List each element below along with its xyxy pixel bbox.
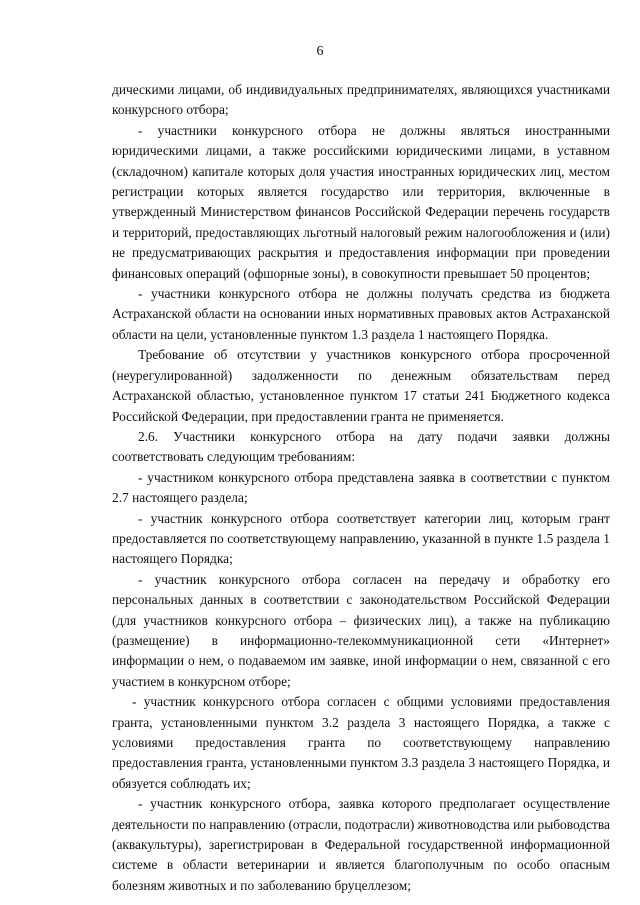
paragraph-personal-data: - участник конкурсного отбора согласен на передачу и обработку его персональных данных в соответствии с законодательством Российской Федерации (для участников конкурсного отбора – физических лиц), а также на публикацию (размещение) в информационно-телекоммуникационной сети «Интернет» информации о нем, о подаваемом им заявке, иной информации о нем, связанной с его участием в конкурсном отборе; — [112, 571, 610, 689]
paragraph-debt-requirement: Требование об отсутствии у участников конкурсного отбора просроченной (неурегулированной) задолженности по денежным обязательствам перед Астраханской областью, установленное пунктом 17 статьи 241 Бюджетного кодекса Российской Федерации, при предоставлении гранта не применяется. — [112, 347, 610, 424]
paragraph-general-conditions: - участник конкурсного отбора согласен с общими условиями предоставления гранта, установленными пунктом 3.2 раздела 3 настоящего Порядка, а также с условиями предоставления гранта по соответствующему направлению предоставления гранта, установленными пунктом 3.3 раздела 3 настоящего Порядка, и обязуется соблюдать их; — [112, 694, 610, 791]
document-body — [112, 80, 610, 896]
paragraph-foreign-entities: - участники конкурсного отбора не должны являться иностранными юридическими лицами, а также российскими юридическими лицами, в уставном (складочном) капитале которых доля участия иностранных юридических лиц, местом регистрации которых является государство или территория, включенные в утвержденный Министерством финансов Российской Федерации перечень государств и территорий, предоставляющих льготный налоговый режим налогообложения и (или) не предусматривающих раскрытия и предоставления информации при проведении финансовых операций (офшорные зоны), в совокупности превышает 50 процентов; — [112, 122, 610, 281]
paragraph-continuation: дическими лицами, об индивидуальных предпринимателях, являющихся участниками конкурсного отбора; — [112, 82, 610, 118]
paragraph-application-submitted: - участником конкурсного отбора представлена заявка в соответствии с пунктом 2.7 настоящего раздела; — [112, 469, 610, 506]
page-number: 6 — [316, 44, 324, 59]
paragraph-category: - участник конкурсного отбора соответствует категории лиц, которым грант предоставляется по соответствующему направлению, указанной в пункте 1.5 раздела 1 настоящего Порядка; — [112, 510, 610, 567]
paragraph-2-6-heading: 2.6. Участники конкурсного отбора на дату подачи заявки должны соответствовать следующим требованиям: — [112, 428, 610, 465]
paragraph-veterinary-registration: - участник конкурсного отбора, заявка которого предполагает осуществление деятельности по направлению (отрасли, подотрасли) животноводства или рыбоводства (аквакультуры), зарегистрирован в Федеральной государственной информационной системе в области ветеринарии и является благополучным по особо опасным болезням животных и по заболеванию бруцеллезом; — [112, 796, 610, 893]
paragraph-budget-funds: - участники конкурсного отбора не должны получать средства из бюджета Астраханской области на основании иных нормативных правовых актов Астраханской области на цели, установленные пунктом 1.3 раздела 1 настоящего Порядка. — [112, 286, 610, 342]
